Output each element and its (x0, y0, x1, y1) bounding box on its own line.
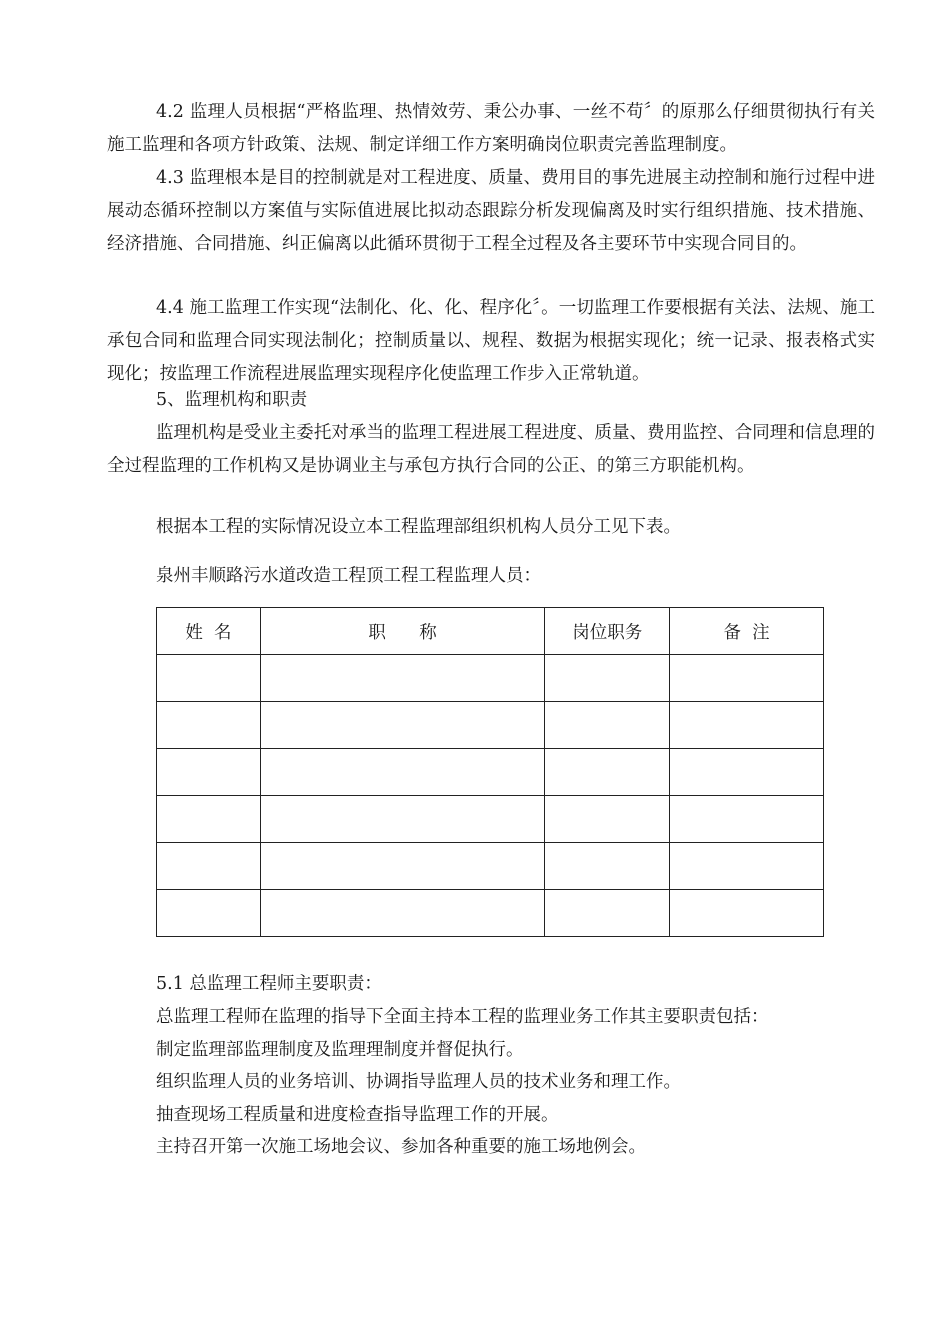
section-5-1-line: 总监理工程师在监理的指导下全面主持本工程的监理业务工作其主要职责包括： (156, 1007, 769, 1027)
section-5-1-heading: 5.1 总监理工程师主要职责： (156, 974, 382, 994)
table-cell (670, 749, 824, 796)
section-5-1-line: 主持召开第一次施工场地会议、参加各种重要的施工场地例会。 (156, 1137, 646, 1157)
section-5-1-line: 组织监理人员的业务培训、协调指导监理人员的技术业务和理工作。 (156, 1072, 681, 1092)
table-cell (260, 890, 545, 937)
table-cell (545, 843, 670, 890)
header-position: 岗位职务 (545, 608, 670, 655)
table-cell (260, 702, 545, 749)
paragraph-4-3: 4.3 监理根本是目的控制就是对工程进度、质量、费用目的事先进展主动控制和施行过程中进展动态循环控制以方案值与实际值进展比拟动态跟踪分析发现偏离及时实行组织措施、技术措施、经济措施、合同措施、纠正偏离以此循环贯彻于工程全过程及各主要环节中实现合同目的。 (107, 168, 875, 254)
table-cell (545, 890, 670, 937)
header-remarks: 备 注 (670, 608, 824, 655)
table-cell (157, 655, 261, 702)
staff-table (156, 607, 824, 937)
paragraph-4-2: 4.2 监理人员根据“严格监理、热情效劳、秉公办事、一丝不苟〞的原那么仔细贯彻执行有关施工监理和各项方针政策、法规、制定详细工作方案明确岗位职责完善监理制度。 (107, 102, 875, 155)
table-cell (545, 702, 670, 749)
table-cell (670, 655, 824, 702)
section-5-body: 监理机构是受业主委托对承当的监理工程进展工程进度、质量、费用监控、合同理和信息理的全过程监理的工作机构又是协调业主与承包方执行合同的公正、的第三方职能机构。 (107, 423, 875, 476)
table-cell (157, 890, 261, 937)
table-row (157, 843, 824, 890)
section-5-1-line: 制定监理部监理制度及监理理制度并督促执行。 (156, 1040, 524, 1060)
table-caption: 泉州丰顺路污水道改造工程顶工程工程监理人员： (156, 566, 541, 586)
table-cell (545, 796, 670, 843)
header-title: 职 称 (260, 608, 545, 655)
header-name: 姓 名 (157, 608, 261, 655)
table-row (157, 749, 824, 796)
table-cell (157, 843, 261, 890)
section-5-heading: 5、监理机构和职责 (156, 390, 308, 410)
table-intro-text: 根据本工程的实际情况设立本工程监理部组织机构人员分工见下表。 (156, 517, 681, 537)
table-cell (545, 749, 670, 796)
table-cell (157, 796, 261, 843)
section-5-1-line: 抽查现场工程质量和进度检查指导监理工作的开展。 (156, 1105, 559, 1125)
table-row (157, 890, 824, 937)
table-row (157, 655, 824, 702)
table-cell (670, 843, 824, 890)
paragraph-4-4: 4.4 施工监理工作实现“法制化、化、化、程序化〞。一切监理工作要根据有关法、法规、施工承包合同和监理合同实现法制化；控制质量以、规程、数据为根据实现化；统一记录、报表格式实现化；按监理工作流程进展监理实现程序化使监理工作步入正常轨道。 (107, 298, 875, 384)
table-cell (670, 890, 824, 937)
table-row (157, 796, 824, 843)
table-row (157, 702, 824, 749)
table-cell (157, 749, 261, 796)
table-cell (157, 702, 261, 749)
table-cell (670, 702, 824, 749)
table-cell (260, 796, 545, 843)
table-cell (260, 655, 545, 702)
table-cell (545, 655, 670, 702)
table-cell (670, 796, 824, 843)
table-cell (260, 749, 545, 796)
table-cell (260, 843, 545, 890)
table-header-row (157, 608, 824, 655)
